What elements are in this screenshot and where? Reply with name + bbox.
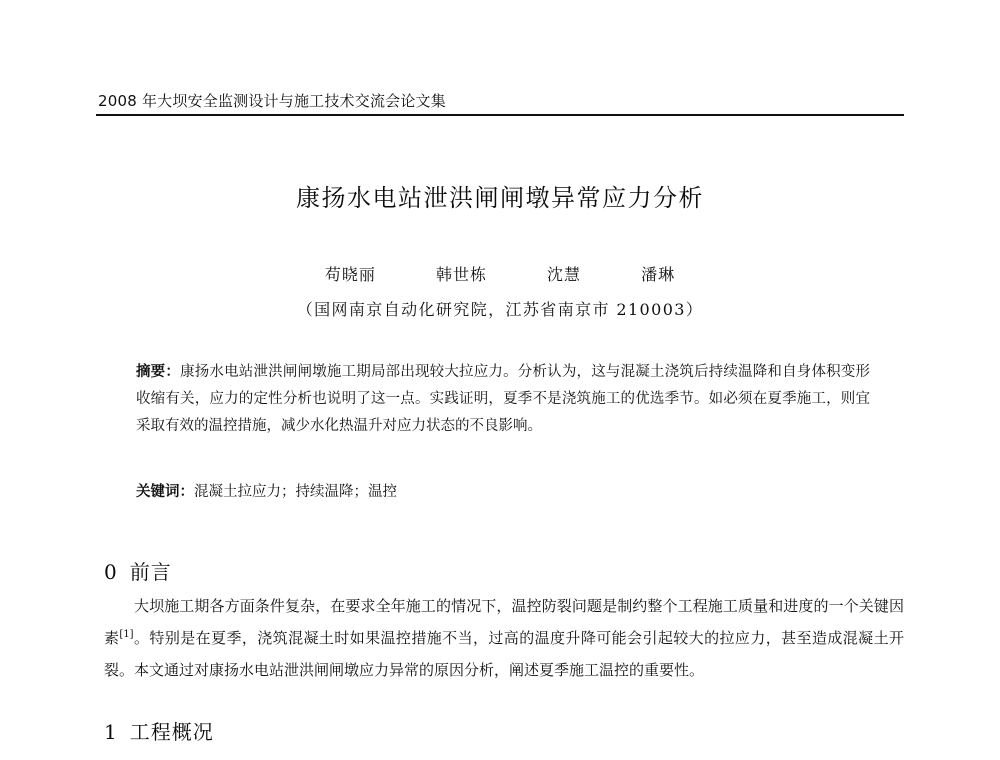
section-0-paragraph bbox=[104, 590, 904, 686]
keywords-text: 混凝土拉应力；持续温降；温控 bbox=[194, 484, 397, 500]
keywords-label: 关键词： bbox=[136, 483, 194, 500]
citation-ref: [1] bbox=[119, 629, 134, 640]
affiliation: （国网南京自动化研究院，江苏省南京市 210003） bbox=[296, 300, 704, 319]
author-list bbox=[0, 262, 1000, 285]
paragraph-text: 。特别是在夏季，浇筑混凝土时如果温控措施不当，过高的温度升降可能会引起较大的拉应力，甚至造成混凝土开裂。本文通过对康扬水电站泄洪闸闸墩应力异常的原因分析，阐述夏季施工温控的重要性。 bbox=[104, 629, 904, 679]
section-heading-0 bbox=[104, 556, 172, 585]
section-number: 0 bbox=[104, 560, 118, 584]
running-header: 2008 年大坝安全监测设计与施工技术交流会论文集 bbox=[98, 92, 446, 110]
abstract-text: 康扬水电站泄洪闸闸墩施工期局部出现较大拉应力。分析认为，这与混凝土浇筑后持续温降和自身体积变形收缩有关，应力的定性分析也说明了这一点。实践证明，夏季不是浇筑施工的优选季节。如必须在夏季施工，则宜采取有效的温控措施，减少水化热温升对应力状态的不良影响。 bbox=[136, 364, 871, 434]
abstract bbox=[136, 358, 870, 440]
cut-off-text-line bbox=[340, 752, 904, 760]
section-title: 工程概况 bbox=[129, 720, 214, 744]
section-heading-1 bbox=[104, 716, 214, 745]
section-title: 前言 bbox=[129, 560, 172, 584]
section-number: 1 bbox=[104, 720, 118, 744]
author: 苟晓丽 bbox=[324, 265, 376, 284]
keywords bbox=[136, 480, 870, 504]
header-rule bbox=[96, 114, 904, 116]
paper-title: 康扬水电站泄洪闸闸墩异常应力分析 bbox=[296, 184, 704, 212]
paragraph-text: 大坝施工期各方面条件复杂，在要求全年施工的情况下，温控防裂问题是制约整个工程施工质量和进度的一个关键因素 bbox=[104, 597, 904, 647]
abstract-label: 摘要： bbox=[136, 363, 181, 380]
author: 韩世栋 bbox=[435, 265, 487, 284]
author: 沈慧 bbox=[547, 265, 582, 284]
author: 潘琳 bbox=[641, 265, 676, 284]
